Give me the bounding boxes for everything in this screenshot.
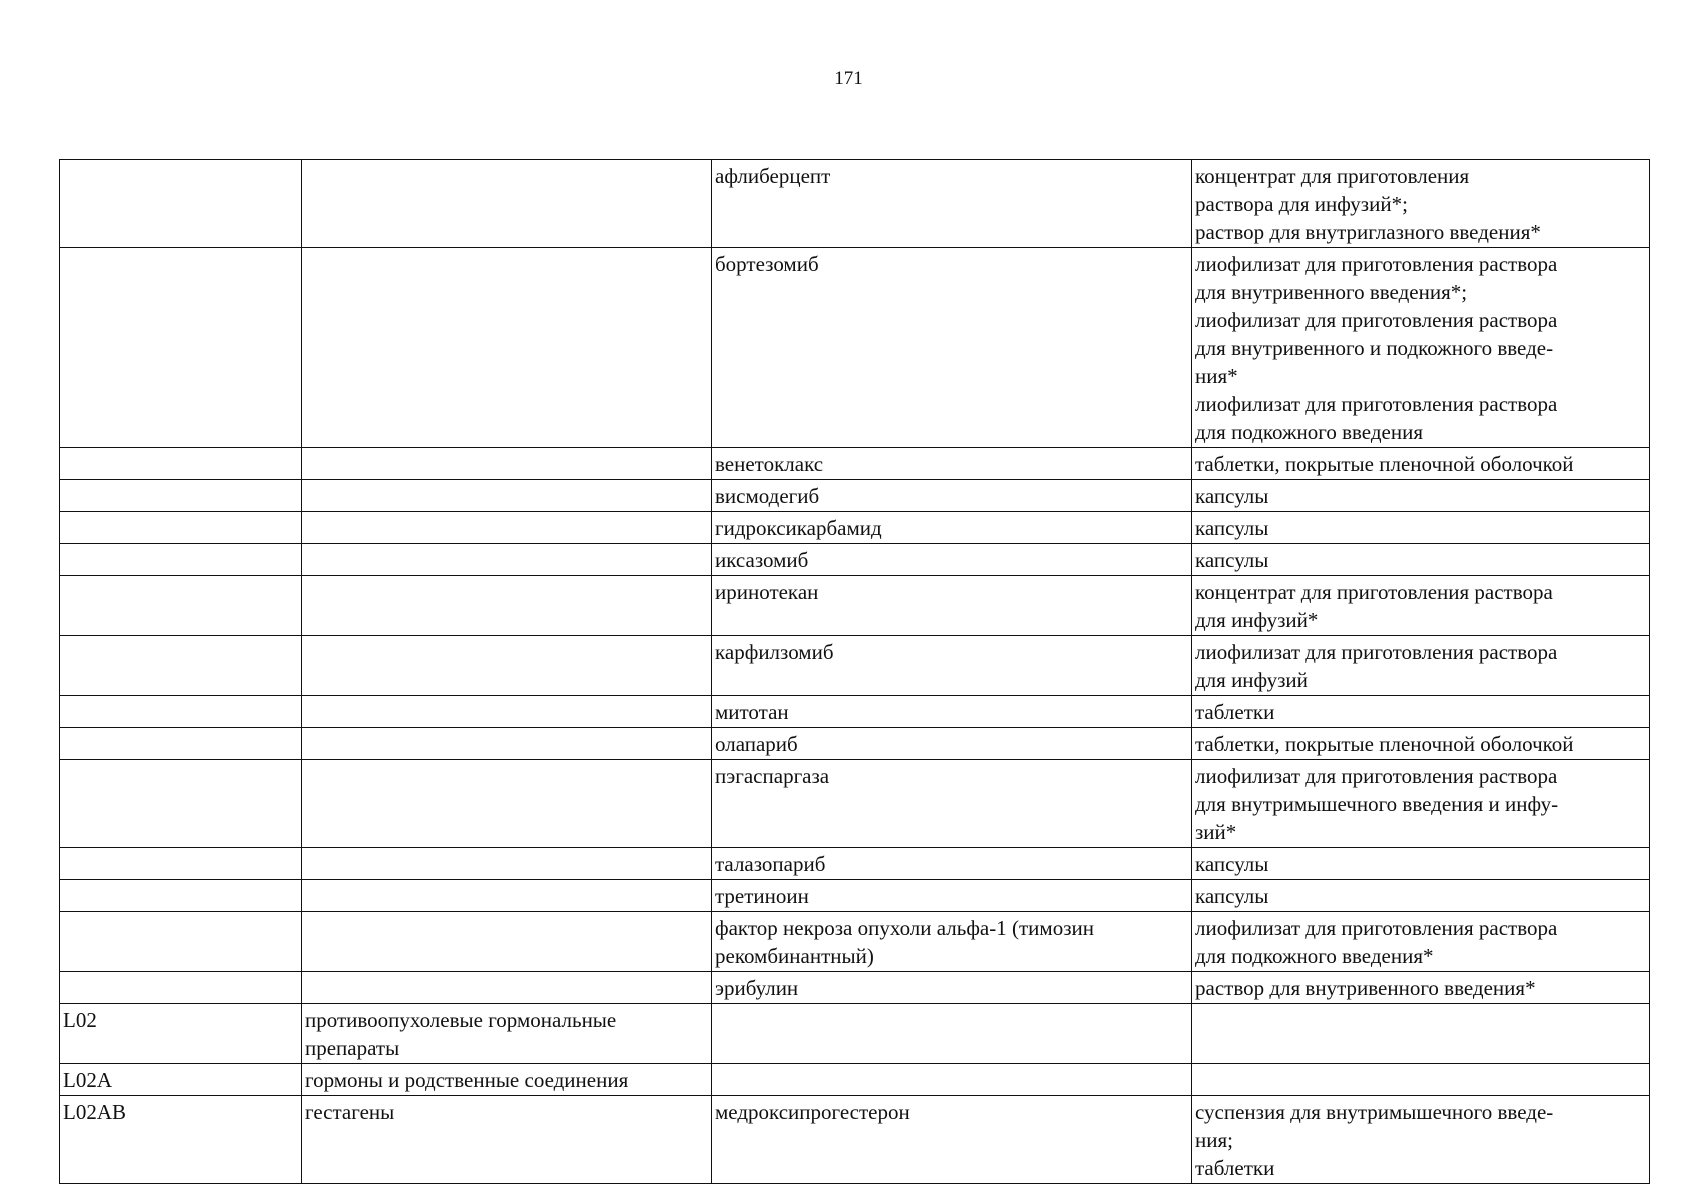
atc-group-cell bbox=[302, 636, 712, 696]
dosage-form-line: для внутривенного и подкожного введе- bbox=[1195, 336, 1554, 360]
dosage-form-line: концентрат для приготовления раствора bbox=[1195, 580, 1553, 604]
dosage-form-cell bbox=[1192, 912, 1650, 972]
dosage-form-cell bbox=[1192, 696, 1650, 728]
drug-name-line: висмодегиб bbox=[715, 484, 820, 508]
dosage-form-cell bbox=[1192, 848, 1650, 880]
dosage-form-cell bbox=[1192, 248, 1650, 448]
atc-group-cell bbox=[302, 972, 712, 1004]
table-row bbox=[60, 544, 1650, 576]
drug-name-line: иринотекан bbox=[715, 580, 819, 604]
drug-name-line: олапариб bbox=[715, 732, 798, 756]
drug-name-cell bbox=[712, 248, 1192, 448]
dosage-form-cell bbox=[1192, 1004, 1650, 1064]
dosage-form-line: таблетки bbox=[1195, 1156, 1275, 1180]
atc-group-cell: гормоны и родственные соединения bbox=[302, 1064, 712, 1096]
table-row bbox=[60, 728, 1650, 760]
atc-group-cell bbox=[302, 728, 712, 760]
table-row bbox=[60, 696, 1650, 728]
atc-group-cell bbox=[302, 160, 712, 248]
table-row bbox=[60, 760, 1650, 848]
dosage-form-cell bbox=[1192, 160, 1650, 248]
atc-code-cell bbox=[60, 576, 302, 636]
table-row bbox=[60, 448, 1650, 480]
dosage-form-line: таблетки bbox=[1195, 700, 1275, 724]
dosage-form-cell bbox=[1192, 448, 1650, 480]
drug-name-cell bbox=[712, 728, 1192, 760]
drug-name-cell bbox=[712, 972, 1192, 1004]
drug-name-line: медроксипрогестерон bbox=[715, 1100, 910, 1124]
dosage-form-line: ния* bbox=[1195, 364, 1238, 388]
drug-name-cell bbox=[712, 1096, 1192, 1184]
atc-code-cell bbox=[60, 848, 302, 880]
atc-code-cell: L02A bbox=[60, 1064, 302, 1096]
table-row bbox=[60, 576, 1650, 636]
table-row bbox=[60, 1004, 1650, 1064]
atc-code-cell: L02AB bbox=[60, 1096, 302, 1184]
dosage-form-line: лиофилизат для приготовления раствора bbox=[1195, 916, 1558, 940]
atc-code-cell bbox=[60, 636, 302, 696]
table-row bbox=[60, 1064, 1650, 1096]
drug-name-cell bbox=[712, 544, 1192, 576]
dosage-form-line: лиофилизат для приготовления раствора bbox=[1195, 308, 1558, 332]
drug-name-line: карфилзомиб bbox=[715, 640, 834, 664]
table-row bbox=[60, 972, 1650, 1004]
atc-code-cell bbox=[60, 448, 302, 480]
atc-group-cell bbox=[302, 912, 712, 972]
atc-group-cell bbox=[302, 544, 712, 576]
dosage-form-line: для подкожного введения* bbox=[1195, 944, 1434, 968]
dosage-form-cell bbox=[1192, 576, 1650, 636]
dosage-form-line: концентрат для приготовления bbox=[1195, 164, 1470, 188]
dosage-form-cell bbox=[1192, 972, 1650, 1004]
drug-name-line: иксазомиб bbox=[715, 548, 809, 572]
table-body bbox=[60, 160, 1650, 1184]
dosage-form-line: лиофилизат для приготовления раствора bbox=[1195, 640, 1558, 664]
table-row bbox=[60, 248, 1650, 448]
dosage-form-line: для внутримышечного введения и инфу- bbox=[1195, 792, 1559, 816]
drug-name-cell bbox=[712, 912, 1192, 972]
drug-name-line: венетоклакс bbox=[715, 452, 824, 476]
atc-group-cell bbox=[302, 848, 712, 880]
dosage-form-line: капсулы bbox=[1195, 852, 1269, 876]
drug-name-line: фактор некроза опухоли альфа-1 (тимозин bbox=[715, 916, 1094, 940]
drug-name-line: третиноин bbox=[715, 884, 809, 908]
drug-name-cell bbox=[712, 448, 1192, 480]
dosage-form-cell bbox=[1192, 512, 1650, 544]
dosage-form-cell bbox=[1192, 636, 1650, 696]
atc-group-cell: гестагены bbox=[302, 1096, 712, 1184]
dosage-form-line: лиофилизат для приготовления раствора bbox=[1195, 252, 1558, 276]
atc-code-cell bbox=[60, 728, 302, 760]
drug-table bbox=[59, 159, 1650, 1184]
atc-group-cell bbox=[302, 480, 712, 512]
drug-name-cell bbox=[712, 880, 1192, 912]
atc-code-cell bbox=[60, 512, 302, 544]
atc-code-cell bbox=[60, 544, 302, 576]
atc-code-cell bbox=[60, 248, 302, 448]
dosage-form-cell bbox=[1192, 544, 1650, 576]
atc-code-cell bbox=[60, 912, 302, 972]
table-row bbox=[60, 160, 1650, 248]
drug-name-cell bbox=[712, 576, 1192, 636]
atc-group-cell bbox=[302, 880, 712, 912]
atc-group-cell bbox=[302, 248, 712, 448]
dosage-form-line: капсулы bbox=[1195, 884, 1269, 908]
atc-group-cell bbox=[302, 696, 712, 728]
atc-group-cell bbox=[302, 448, 712, 480]
dosage-form-cell bbox=[1192, 760, 1650, 848]
atc-code-cell bbox=[60, 880, 302, 912]
dosage-form-line: капсулы bbox=[1195, 516, 1269, 540]
dosage-form-line: для инфузий* bbox=[1195, 608, 1319, 632]
drug-name-cell bbox=[712, 480, 1192, 512]
atc-group-cell bbox=[302, 512, 712, 544]
atc-code-cell bbox=[60, 696, 302, 728]
drug-name-cell bbox=[712, 636, 1192, 696]
drug-name-cell bbox=[712, 1004, 1192, 1064]
atc-group-cell bbox=[302, 576, 712, 636]
drug-name-cell bbox=[712, 848, 1192, 880]
dosage-form-line: лиофилизат для приготовления раствора bbox=[1195, 392, 1558, 416]
table-row bbox=[60, 848, 1650, 880]
table-row bbox=[60, 880, 1650, 912]
atc-code-cell bbox=[60, 760, 302, 848]
drug-name-line: митотан bbox=[715, 700, 789, 724]
drug-name-line: пэгаспаргаза bbox=[715, 764, 830, 788]
drug-name-cell bbox=[712, 760, 1192, 848]
dosage-form-cell bbox=[1192, 728, 1650, 760]
atc-code-cell bbox=[60, 480, 302, 512]
dosage-form-line: для внутривенного введения*; bbox=[1195, 280, 1468, 304]
dosage-form-line: зий* bbox=[1195, 820, 1237, 844]
dosage-form-line: для инфузий bbox=[1195, 668, 1308, 692]
atc-code-cell bbox=[60, 972, 302, 1004]
drug-name-cell bbox=[712, 696, 1192, 728]
drug-name-line: гидроксикарбамид bbox=[715, 516, 882, 540]
dosage-form-cell bbox=[1192, 880, 1650, 912]
page-number: 171 bbox=[834, 68, 863, 89]
drug-name-line: рекомбинантный) bbox=[715, 944, 874, 968]
drug-name-line: афлиберцепт bbox=[715, 164, 831, 188]
drug-name-cell bbox=[712, 512, 1192, 544]
table-row bbox=[60, 480, 1650, 512]
table-row bbox=[60, 636, 1650, 696]
drug-name-line: бортезомиб bbox=[715, 252, 819, 276]
dosage-form-line: раствор для внутриглазного введения* bbox=[1195, 220, 1541, 244]
dosage-form-line: таблетки, покрытые пленочной оболочкой bbox=[1195, 452, 1574, 476]
dosage-form-line: капсулы bbox=[1195, 548, 1269, 572]
dosage-form-line: для подкожного введения bbox=[1195, 420, 1423, 444]
atc-group-cell bbox=[302, 760, 712, 848]
drug-name-cell bbox=[712, 1064, 1192, 1096]
dosage-form-line: капсулы bbox=[1195, 484, 1269, 508]
dosage-form-line: таблетки, покрытые пленочной оболочкой bbox=[1195, 732, 1574, 756]
atc-group-cell: противоопухолевые гормональные препараты bbox=[302, 1004, 712, 1064]
dosage-form-cell bbox=[1192, 1096, 1650, 1184]
dosage-form-cell bbox=[1192, 480, 1650, 512]
atc-code-cell bbox=[60, 160, 302, 248]
dosage-form-line: ния; bbox=[1195, 1128, 1233, 1152]
drug-name-line: талазопариб bbox=[715, 852, 826, 876]
table-row bbox=[60, 912, 1650, 972]
drug-name-line: эрибулин bbox=[715, 976, 799, 1000]
table-row bbox=[60, 512, 1650, 544]
dosage-form-line: раствор для внутривенного введения* bbox=[1195, 976, 1536, 1000]
drug-name-cell bbox=[712, 160, 1192, 248]
dosage-form-cell bbox=[1192, 1064, 1650, 1096]
table-row bbox=[60, 1096, 1650, 1184]
atc-code-cell: L02 bbox=[60, 1004, 302, 1064]
dosage-form-line: суспензия для внутримышечного введе- bbox=[1195, 1100, 1554, 1124]
dosage-form-line: раствора для инфузий*; bbox=[1195, 192, 1408, 216]
dosage-form-line: лиофилизат для приготовления раствора bbox=[1195, 764, 1558, 788]
